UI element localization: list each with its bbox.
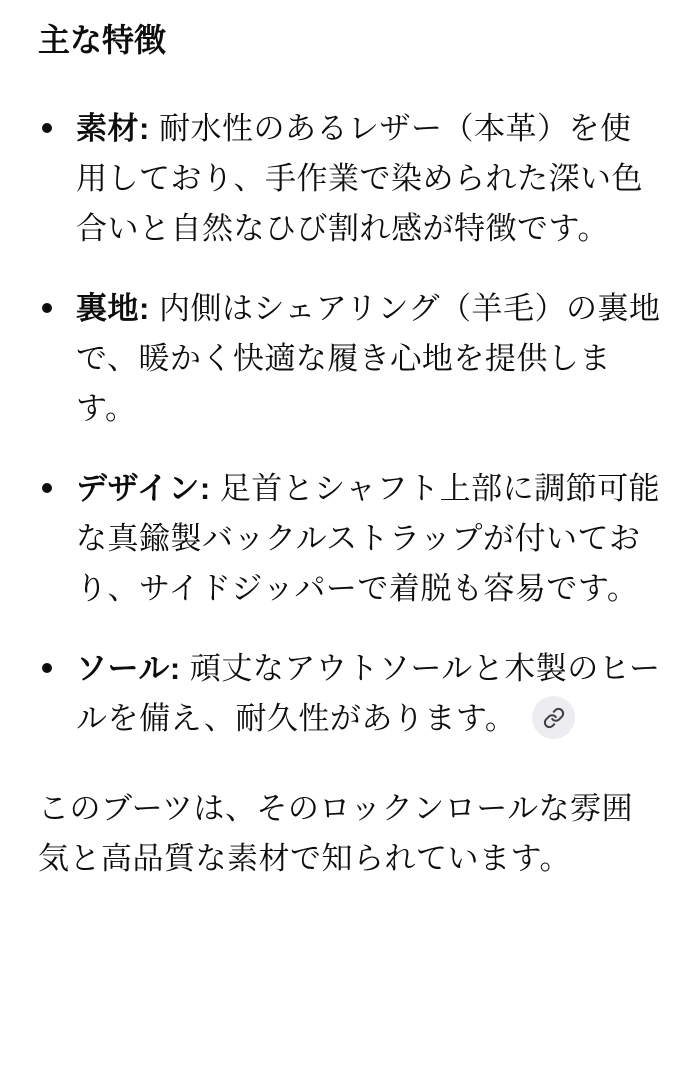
feature-term: 素材: — [76, 111, 150, 146]
bullet-marker — [42, 123, 52, 133]
feature-description: 耐水性のあるレザー（本革）を使用しており、手作業で染められた深い色合いと自然なひび割れ感が特徴です。 — [76, 111, 643, 246]
feature-list — [38, 104, 661, 744]
feature-description: 頑丈なアウトソールと木製のヒールを備え、耐久性があります。 — [76, 651, 661, 736]
link-icon — [543, 707, 565, 729]
list-item — [38, 284, 661, 434]
section-heading: 主な特徴 — [38, 22, 167, 58]
feature-description: 内側はシェアリング（羊毛）の裏地で、暖かく快適な履き心地を提供します。 — [76, 291, 661, 426]
feature-term: ソール: — [76, 651, 181, 686]
feature-term: デザイン: — [76, 471, 211, 506]
feature-term: 裏地: — [76, 291, 150, 326]
list-item — [38, 644, 661, 744]
feature-description: 足首とシャフト上部に調節可能な真鍮製バックルストラップが付いており、サイドジッパーで着脱も容易です。 — [76, 471, 661, 606]
bullet-marker — [42, 663, 52, 673]
bullet-marker — [42, 303, 52, 313]
list-item — [38, 464, 661, 614]
closing-paragraph: このブーツは、そのロックンロールな雰囲気と高品質な素材で知られています。 — [38, 791, 634, 876]
list-item — [38, 104, 661, 254]
citation-link-button[interactable] — [532, 696, 575, 739]
bullet-marker — [42, 483, 52, 493]
